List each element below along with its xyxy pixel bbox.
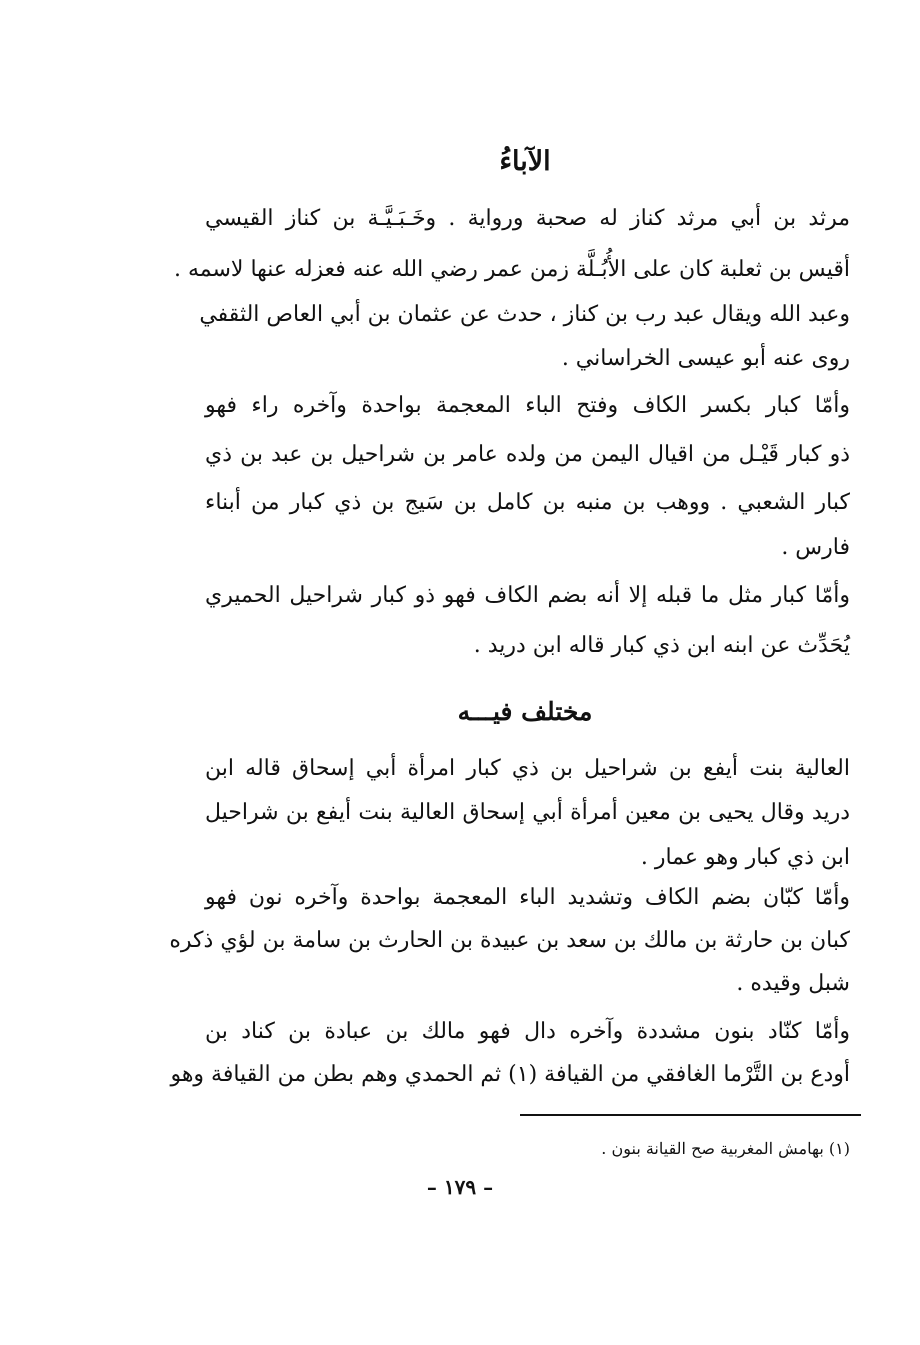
text-line: وأمّا كبار بكسر الكاف وفتح الباء المعجمة بواحدة وآخره راء فهو [205, 393, 850, 418]
footnote: (١) بهامش المغربية صح القيانة بنون . [601, 1139, 850, 1158]
text-line: ابن ذي كبار وهو عمار . [640, 845, 850, 870]
text-line: وأمّا كنّاد بنون مشددة وآخره دال فهو مالك بن عبادة بن كناد بن [205, 1019, 850, 1044]
section-heading: مختلف فيـــه [457, 697, 593, 726]
page-number: – ١٧٩ – [426, 1175, 494, 1199]
text-line: ذو كبار قَيْـل من اقيال اليمن من ولده عامر بن شراحيل بن عبد بن ذي [205, 442, 850, 467]
text-line: وأمّا كبّان بضم الكاف وتشديد الباء المعجمة بواحدة وآخره نون فهو [205, 885, 850, 910]
text-line: يُحَدِّث عن ابنه ابن ذي كبار قاله ابن دريد . [473, 633, 850, 658]
text-line: أقيس بن ثعلبة كان على الأُبُـلَّة زمن عمر رضي الله عنه فعزله عنها لاسمه . [173, 257, 850, 282]
text-line: العالية بنت أيفع بن شراحيل بن ذي كبار امرأة أبي إسحاق قاله ابن [205, 756, 850, 781]
text-line: دريد وقال يحيى بن معين أمرأة أبي إسحاق العالية بنت أيفع بن شراحيل [205, 800, 850, 825]
text-line: كبان بن حارثة بن مالك بن سعد بن عبيدة بن الحارث بن سامة بن لؤي ذكره [169, 928, 850, 953]
text-line: وأمّا كبار مثل ما قبله إلا أنه بضم الكاف فهو ذو كبار شراحيل الحميري [205, 583, 850, 608]
text-line: فارس . [781, 535, 850, 560]
text-line: كبار الشعبي . ووهب بن منبه بن كامل بن سَيج بن ذي كبار من أبناء [205, 490, 850, 515]
text-line: وعبد الله ويقال عبد رب بن كناز ، حدث عن عثمان بن أبي العاص الثقفي [199, 302, 850, 327]
text-line: أودع بن التَّرْما الغافقي من القيافة (١) ثم الحمدي وهم بطن من القيافة وهو [170, 1062, 850, 1087]
text-line: روى عنه أبو عيسى الخراساني . [561, 346, 850, 371]
page-heading: الآباءُ [499, 146, 551, 177]
footnote-divider [520, 1114, 861, 1116]
text-line: شبل وقيده . [736, 971, 850, 996]
text-line: مرثد بن أبي مرثد كناز له صحبة ورواية . وخَـبَـيَّـة بن كناز القيسي [205, 206, 850, 231]
